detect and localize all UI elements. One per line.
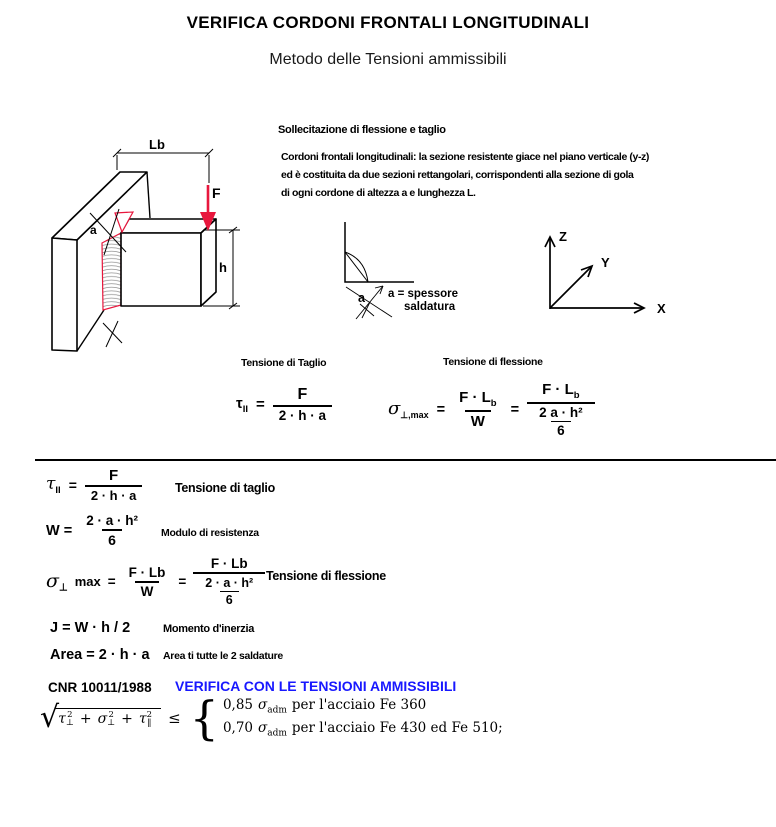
plate-edge xyxy=(147,172,150,218)
def-tau-formula: $\tau_{II}$ = $\frac{F}{2 \cdot h \cdot a}$ xyxy=(46,467,142,503)
height-label: h xyxy=(219,260,227,275)
force-label: F xyxy=(212,185,221,201)
bending-fraction-1: $\frac{F \cdot L_b}{W}$ xyxy=(459,389,497,430)
weld-throat-detail xyxy=(335,218,515,333)
def-area-formula: Area = 2 · h · a xyxy=(50,647,150,663)
axes-lines xyxy=(545,237,644,313)
plate-bottom-edge xyxy=(77,310,104,351)
weld-seam xyxy=(102,233,121,310)
tau-symbol: $\tau_{II}$ xyxy=(46,474,61,496)
detail-throat-label: a xyxy=(358,291,365,305)
def-sigma-desc: Tensione di flessione xyxy=(266,569,386,583)
detail-caption-2: saldatura xyxy=(404,301,456,313)
axis-z-label: Z xyxy=(559,229,567,244)
bending-formula xyxy=(388,381,595,438)
radicand: τ 2 ⊥ + σ 2 ⊥ + τ 2 ‖ xyxy=(55,708,161,729)
shear-formula-label: Tensione di Taglio xyxy=(241,357,327,369)
intro-paragraph xyxy=(281,148,649,202)
detail-caption-1: a = spessore xyxy=(388,288,459,300)
case-fe430-fe510: 0,70 $\sigma_{adm}$ per l'acciaio Fe 430 ed Fe 510; xyxy=(222,720,503,739)
intro-line-2: ed è costituita da due sezioni rettangolari, corrispondenti alla sezione di gola xyxy=(281,169,634,181)
intro-heading: Sollecitazione di flessione e taglio xyxy=(278,124,446,136)
section-divider xyxy=(35,459,776,461)
sqrt-sign: √ xyxy=(40,700,60,735)
verification-cases xyxy=(223,697,503,738)
page-subtitle: Metodo delle Tensioni ammissibili xyxy=(269,51,507,68)
equals: = xyxy=(436,401,446,418)
shear-formula xyxy=(236,386,332,423)
def-w-formula: W = $\frac{\text{2 · a · h²}}{6}$ xyxy=(46,513,138,548)
dim-label-lb: Lb xyxy=(149,137,165,152)
def-area-desc: Area ti tutte le 2 saldature xyxy=(163,650,283,662)
bending-fraction-2: $\frac{F \cdot L_b}{\frac{\text{2 a · h²}}{6}}$ xyxy=(527,381,595,438)
leq-sign: ≤ xyxy=(168,709,181,727)
def-sigma-formula: $\sigma_\perp$ max = $\frac{F \cdot Lb}{W}$ = $\frac{F \cdot Lb}{\frac{\text{2 · a · h²}}{6}}$ xyxy=(46,556,265,607)
intro-line-1: Cordoni frontali longitudinali: la sezione resistente giace nel piano verticale (y-z) xyxy=(281,151,649,163)
equals: = xyxy=(255,396,265,413)
axis-y-label: Y xyxy=(601,255,610,270)
equals: = xyxy=(510,401,520,418)
def-w-desc: Modulo di resistenza xyxy=(161,527,259,539)
bending-formula-label: Tensione di flessione xyxy=(443,356,543,368)
sigma-symbol: $\sigma_{\perp,max}$ xyxy=(388,398,429,420)
axis-x-label: X xyxy=(657,301,666,316)
case-fe360: 0,85 $\sigma_{adm}$ per l'acciaio Fe 360 xyxy=(222,697,427,716)
verification-heading: VERIFICA CON LE TENSIONI AMMISSIBILI xyxy=(175,678,457,694)
cases-brace: { xyxy=(189,691,219,745)
cantilever-beam xyxy=(121,219,216,306)
def-tau-desc: Tensione di taglio xyxy=(175,481,275,495)
intro-line-3: di ogni cordone di altezza a e lunghezza L. xyxy=(281,187,476,199)
throat-label: a xyxy=(90,223,97,237)
shear-fraction: $\frac{F}{2 \cdot h \cdot a}$ xyxy=(273,386,332,423)
sigma-symbol: $\sigma_\perp$ xyxy=(46,569,68,594)
def-j-desc: Momento d'inerzia xyxy=(163,623,255,635)
verification-formula xyxy=(40,691,503,745)
coordinate-axes xyxy=(535,222,710,327)
code-reference: CNR 10011/1988 xyxy=(48,680,152,695)
page-title: VERIFICA CORDONI FRONTALI LONGITUDINALI xyxy=(186,13,590,32)
def-j-formula: J = W · h / 2 xyxy=(50,620,131,636)
tau-symbol: $\tau_{II}$ xyxy=(236,394,248,415)
welded-joint-diagram xyxy=(40,135,292,380)
